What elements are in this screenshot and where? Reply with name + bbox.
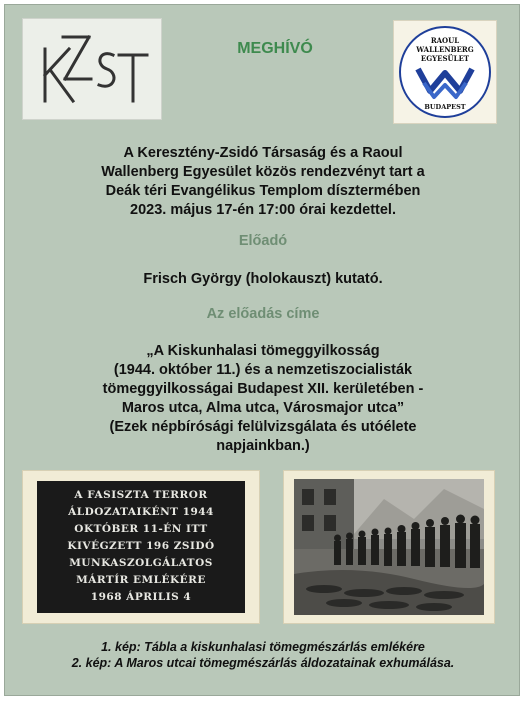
memorial-plaque xyxy=(37,481,245,613)
plaque-line: KIVÉGZETT 196 ZSIDÓ xyxy=(67,540,215,552)
intro-line: 2023. május 17-én 17:00 órai kezdettel. xyxy=(130,202,396,218)
talk-line: napjainkban.) xyxy=(216,438,310,454)
plaque-line: ÁLDOZATAIKÉNT 1944 xyxy=(68,506,214,518)
talk-line: „A Kiskunhalasi tömeggyilkosság xyxy=(146,343,380,359)
talk-line: (Ezek népbírósági felülvizsgálata és utóélete xyxy=(109,419,417,435)
speaker-name: Frisch György (holokauszt) kutató. xyxy=(143,271,383,287)
plaque-line: MÁRTÍR EMLÉKÉRE xyxy=(76,574,206,586)
plaque-line: MUNKASZOLGÁLATOS xyxy=(69,557,213,569)
page-title: MEGHÍVÓ xyxy=(237,40,313,57)
photo-memorial-plaque xyxy=(22,470,260,624)
photo-caption-2: 2. kép: A Maros utcai tömegmészárlás áldozatainak exhumálása. xyxy=(71,656,455,670)
plaque-line: A FASISZTA TERROR xyxy=(74,489,208,501)
intro-line: Wallenberg Egyesület közös rendezvényt tart a xyxy=(101,164,425,180)
wallenberg-logo-graphic xyxy=(394,21,496,123)
kzst-logo xyxy=(22,18,162,120)
intro-line: A Keresztény-Zsidó Társaság és a Raoul xyxy=(123,145,403,161)
kzst-logo-graphic xyxy=(23,19,161,119)
photo-exhumation xyxy=(283,470,495,624)
logo-text-2: WALLENBERG xyxy=(416,45,474,54)
event-intro xyxy=(30,144,496,220)
speaker-label: Előadó xyxy=(238,233,288,249)
intro-line: Deák téri Evangélikus Templom dísztermében xyxy=(105,183,421,199)
plaque-line: OKTÓBER 11-ÉN ITT xyxy=(74,523,208,535)
logo-text-3: EGYESÜLET xyxy=(420,54,470,63)
logo-text-4: BUDAPEST xyxy=(424,103,466,111)
photo-caption-1: 1. kép: Tábla a kiskunhalasi tömegmészárlás emlékére xyxy=(101,640,425,654)
exhumation-photo-image xyxy=(294,479,484,615)
talk-title-label: Az előadás címe xyxy=(206,306,320,322)
plaque-line: 1968 ÁPRILIS 4 xyxy=(90,591,192,603)
wallenberg-logo xyxy=(393,20,497,124)
talk-line: Maros utca, Alma utca, Városmajor utca” xyxy=(121,400,405,416)
logo-text-1: RAOUL xyxy=(430,36,460,45)
talk-title xyxy=(30,342,496,456)
talk-line: (1944. október 11.) és a nemzetiszocialisták xyxy=(113,362,413,378)
talk-line: tömeggyilkosságai Budapest XII. kerületében - xyxy=(102,381,424,397)
